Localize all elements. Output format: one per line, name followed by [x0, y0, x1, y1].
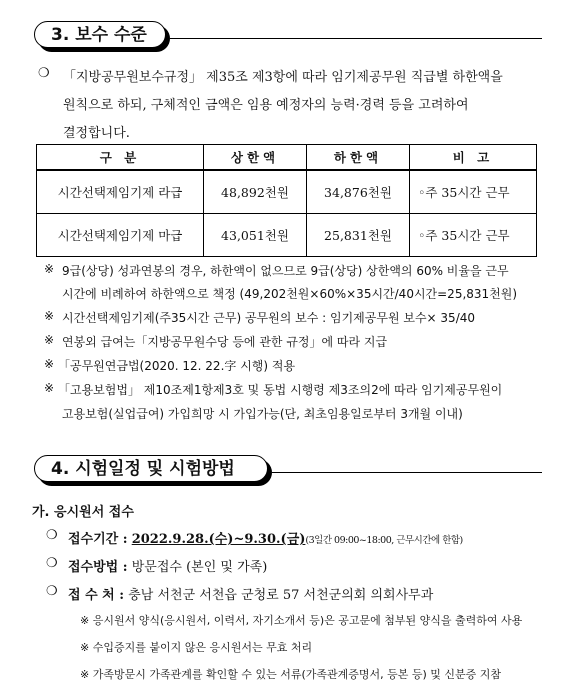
note-mark: ※	[44, 333, 55, 347]
note-5-line-1: 「고용보험법」 제10조제1항제3호 및 동법 시행령 제3조의2에 따라 임기제공무원이	[58, 383, 503, 397]
section-4-rule	[272, 472, 542, 473]
subsection-a-title: 가. 응시원서 접수	[32, 505, 134, 520]
item-period	[68, 528, 463, 547]
note-1-line-2: 시간에 비례하여 하한액으로 책정 (49,202천원×60%×35시간/40시간=25,831천원)	[62, 287, 518, 301]
note-1-line-1: 9급(상당) 성과연봉의 경우, 하한액이 없으므로 9급(상당) 상한액의 60% 비율을 근무	[62, 264, 509, 278]
cell-upper: 48,892천원	[204, 170, 307, 214]
note-2: 시간선택제임기제(주35시간 근무) 공무원의 보수 : 임기제공무원 보수× 35/40	[62, 311, 476, 325]
hollow-circle-bullet-icon: ❍	[46, 528, 58, 543]
item-period-label: 접수기간 :	[68, 532, 128, 547]
intro-line-1: 「지방공무원보수규정」 제35조 제3항에 따라 임기제공무원 직급별 하한액을	[63, 70, 503, 85]
subnote-2: ※ 수입증지를 붙이지 않은 응시원서는 무효 처리	[80, 641, 313, 654]
note-4: 「공무원연금법(2020. 12. 22.字 시행) 적용	[58, 359, 296, 373]
intro-line-2: 원칙으로 하되, 구체적인 금액은 임용 예정자의 능력·경력 등을 고려하여	[63, 98, 469, 113]
hollow-circle-bullet-icon: ❍	[46, 556, 58, 571]
hollow-circle-bullet-icon: ❍	[38, 66, 50, 81]
intro-line-3: 결정합니다.	[63, 126, 130, 141]
section-4-title: 4. 시험일정 및 시험방법	[51, 459, 235, 479]
section-4-header	[34, 455, 268, 482]
cell-lower: 25,831천원	[307, 214, 410, 257]
item-method-value: 방문접수 (본인 및 가족)	[131, 560, 268, 575]
table-row	[37, 170, 537, 214]
item-period-value: 2022.9.28.(수)~9.30.(금)	[131, 532, 306, 547]
cell-upper: 43,051천원	[204, 214, 307, 257]
subnote-3: ※ 가족방문시 가족관계를 확인할 수 있는 서류(가족관계증명서, 등본 등) 및 신분증 지참	[80, 668, 502, 681]
note-mark: ※	[44, 357, 55, 371]
section-3-header	[34, 21, 166, 48]
cell-lower: 34,876천원	[307, 170, 410, 214]
cell-category: 시간선택제임기제 마급	[37, 214, 204, 257]
note-3: 연봉외 급여는「지방공무원수당 등에 관한 규정」에 따라 지급	[62, 335, 388, 349]
note-mark: ※	[44, 381, 55, 395]
section-3-title: 3. 보수 수준	[51, 25, 147, 45]
hollow-circle-bullet-icon: ❍	[46, 584, 58, 599]
header-category: 구 분	[37, 145, 204, 171]
note-5-line-2: 고용보험(실업급여) 가입희망 시 가입가능(단, 최초임용일로부터 3개월 이내)	[62, 407, 463, 421]
section-3-rule	[170, 38, 542, 39]
item-place	[68, 584, 433, 603]
cell-category: 시간선택제임기제 라급	[37, 170, 204, 214]
pay-table	[36, 144, 537, 257]
subnote-1: ※ 응시원서 양식(응시원서, 이력서, 자기소개서 등)은 공고문에 첨부된 양식을 출력하여 사용	[80, 614, 523, 627]
item-period-extra: (3일간 09:00~18:00, 근무시간에 한함)	[305, 535, 463, 546]
note-mark: ※	[44, 262, 55, 276]
cell-note: ◦주 35시간 근무	[410, 214, 537, 257]
header-upper: 상한액	[204, 145, 307, 171]
item-method-label: 접수방법 :	[68, 560, 128, 575]
item-place-label: 접 수 처 :	[68, 588, 125, 603]
table-row	[37, 214, 537, 257]
header-lower: 하한액	[307, 145, 410, 171]
header-note: 비 고	[410, 145, 537, 171]
cell-note: ◦주 35시간 근무	[410, 170, 537, 214]
note-mark: ※	[44, 309, 55, 323]
pay-table-header-row	[37, 145, 537, 171]
item-place-value: 충남 서천군 서천읍 군청로 57 서천군의회 의회사무과	[128, 588, 434, 603]
item-method	[68, 556, 267, 575]
